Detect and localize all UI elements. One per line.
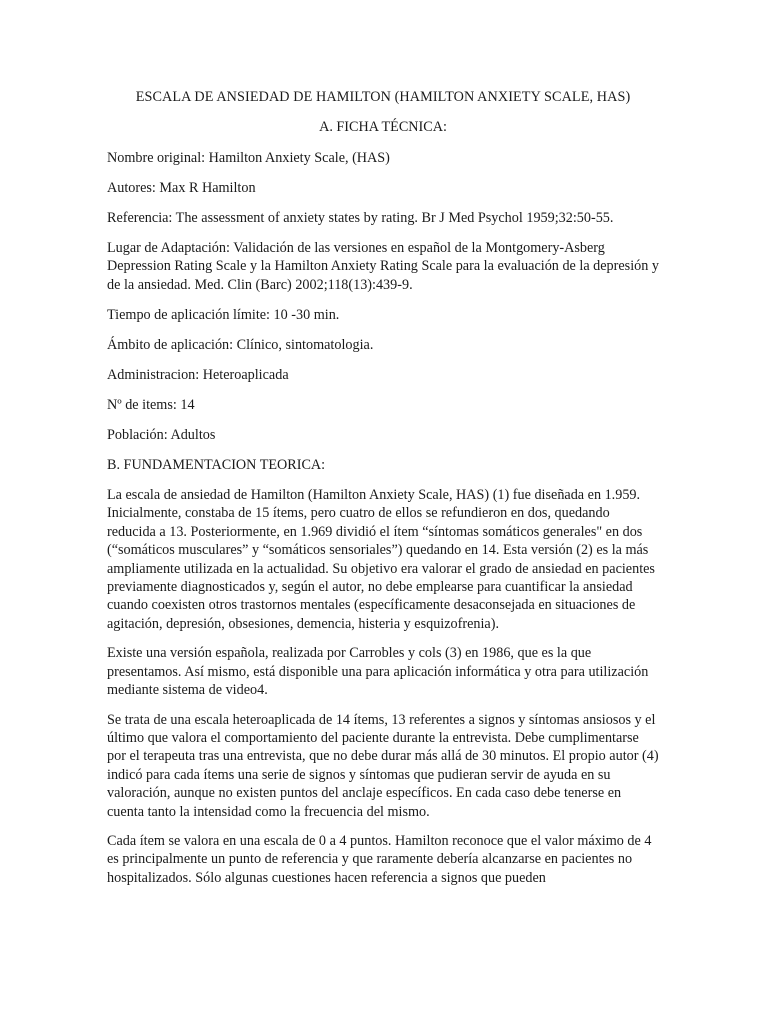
document-page [107, 88, 659, 898]
paragraph-description: Se trata de una escala heteroaplicada de 14 ítems, 13 referentes a signos y síntomas ansiosos y el último que valora el comportamiento del paciente durante la entrevista. Debe cumplimentarse por el terapeuta tras una entrevista, que no debe durar más allá de 30 minutos. El propio autor (4) indicó para cada ítems una serie de signos y síntomas que pudieran servir de ayuda en su valoración, aunque no existen puntos del anclaje específicos. En cada caso debe tenerse en cuenta tanto la intensidad como la frecuencia del mismo. [107, 711, 659, 820]
paragraph-scoring: Cada ítem se valora en una escala de 0 a 4 puntos. Hamilton reconoce que el valor máximo de 4 es principalmente un punto de referencia y que raramente debería alcanzarse en pacientes no hospitalizados. Sólo algunas cuestiones hacen referencia a signos que pueden [107, 832, 652, 886]
field-numero-items: Nº de items: 14 [107, 396, 195, 413]
paragraph-history: La escala de ansiedad de Hamilton (Hamilton Anxiety Scale, HAS) (1) fue diseñada en 1.959. Inicialmente, constaba de 15 ítems, pero cuatro de ellos se refundieron en dos, quedando reducida a 13. Posteriormente, en 1.969 dividió el ítem “síntomas somáticos generales" en dos (“somáticos musculares” y “somáticos sensoriales”) quedando en 14. Esta versión (2) es la más ampliamente utilizada en la actualidad. Su objetivo era valorar el grado de ansiedad en pacientes previamente diagnosticados y, según el autor, no debe emplearse para cuantificar la ansiedad cuando coexisten otros trastornos mentales (específicamente desaconsejada en situaciones de agitación, depresión, obsesiones, demencia, histeria y esquizofrenia). [107, 487, 655, 632]
field-administracion: Administracion: Heteroaplicada [107, 366, 289, 383]
field-ambito-aplicacion: Ámbito de aplicación: Clínico, sintomatologia. [107, 336, 374, 353]
field-referencia: Referencia: The assessment of anxiety states by rating. Br J Med Psychol 1959;32:50-55. [107, 209, 614, 226]
field-autores: Autores: Max R Hamilton [107, 179, 256, 196]
section-b-heading: B. FUNDAMENTACION TEORICA: [107, 456, 326, 473]
field-nombre-original: Nombre original: Hamilton Anxiety Scale, (HAS) [107, 149, 390, 166]
paragraph-spanish-version: Existe una versión española, realizada por Carrobles y cols (3) en 1986, que es la que presentamos. Así mismo, está disponible una para aplicación informática y otra para utilización mediante sistema de video4. [107, 645, 649, 699]
field-poblacion: Población: Adultos [107, 426, 216, 443]
field-lugar-adaptacion: Lugar de Adaptación: Validación de las versiones en español de la Montgomery-Asberg Depression Rating Scale y la Hamilton Anxiety Rating Scale para la evaluación de la depresión y de la ansiedad. Med. Clin (Barc) 2002;118(13):439-9. [107, 239, 659, 293]
document-title: ESCALA DE ANSIEDAD DE HAMILTON (HAMILTON ANXIETY SCALE, HAS) [135, 89, 631, 105]
section-a-heading: A. FICHA TÉCNICA: [319, 119, 447, 136]
field-tiempo-aplicacion: Tiempo de aplicación límite: 10 -30 min. [107, 306, 340, 323]
